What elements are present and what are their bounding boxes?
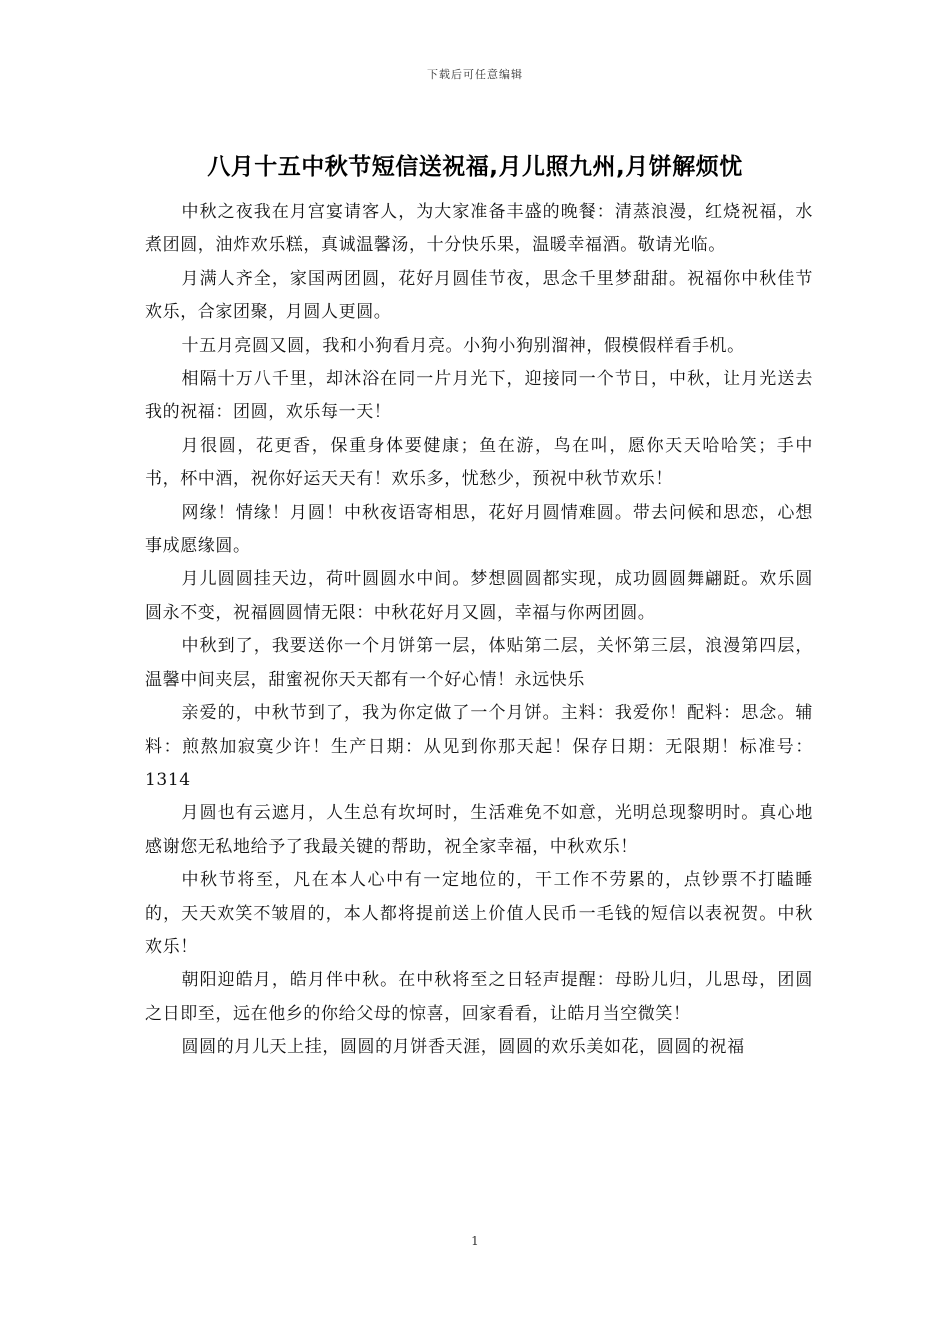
paragraph: 亲爱的，中秋节到了，我为你定做了一个月饼。主料：我爱你！配料：思念。辅料：煎熬加寂寞少许！生产日期：从见到你那天起！保存日期：无限期！标准号：1314 (145, 703, 813, 790)
page-number: 1 (471, 1234, 479, 1248)
document-title: 八月十五中秋节短信送祝福,月儿照九州,月饼解烦忧 (207, 154, 743, 180)
paragraph: 中秋之夜我在月宫宴请客人，为大家准备丰盛的晚餐：清蒸浪漫，红烧祝福，水煮团圆，油炸欢乐糕，真诚温馨汤，十分快乐果，温暖幸福酒。敬请光临。 (145, 202, 813, 256)
document-body (145, 196, 813, 1065)
paragraph: 网缘！情缘！月圆！中秋夜语寄相思，花好月圆情难圆。带去问候和思恋，心想事成愿缘圆。 (145, 502, 813, 557)
paragraph: 十五月亮圆又圆，我和小狗看月亮。小狗小狗别溜神，假模假样看手机。 (181, 335, 745, 356)
paragraph: 月儿圆圆挂天边，荷叶圆圆水中间。梦想圆圆都实现，成功圆圆舞翩跹。欢乐圆圆永不变，祝福圆圆情无限：中秋花好月又圆，幸福与你两团圆。 (145, 569, 813, 623)
paragraph: 月圆也有云遮月，人生总有坎坷时，生活难免不如意，光明总现黎明时。真心地感谢您无私地给予了我最关键的帮助，祝全家幸福，中秋欢乐！ (145, 803, 813, 857)
paragraph: 圆圆的月儿天上挂，圆圆的月饼香天涯，圆圆的欢乐美如花，圆圆的祝福 (181, 1037, 745, 1058)
paragraph: 月满人齐全，家国两团圆，花好月圆佳节夜，思念千里梦甜甜。祝福你中秋佳节欢乐，合家团聚，月圆人更圆。 (145, 268, 813, 323)
paragraph: 中秋到了，我要送你一个月饼第一层，体贴第二层，关怀第三层，浪漫第四层，温馨中间夹层，甜蜜祝你天天都有一个好心情！永远快乐 (145, 636, 813, 690)
paragraph: 月很圆，花更香，保重身体要健康；鱼在游，鸟在叫，愿你天天哈哈笑；手中书，杯中酒，祝你好运天天有！欢乐多，忧愁少，预祝中秋节欢乐！ (145, 435, 813, 490)
paragraph: 相隔十万八千里，却沐浴在同一片月光下，迎接同一个节日，中秋，让月光送去我的祝福：团圆，欢乐每一天！ (145, 369, 813, 423)
paragraph: 中秋节将至，凡在本人心中有一定地位的，干工作不劳累的，点钞票不打瞌睡的，天天欢笑不皱眉的，本人都将提前送上价值人民币一毛钱的短信以表祝贺。中秋欢乐！ (145, 870, 813, 957)
header-note: 下载后可任意编辑 (427, 68, 523, 81)
paragraph: 朝阳迎皓月，皓月伴中秋。在中秋将至之日轻声提醒：母盼儿归，儿思母，团圆之日即至，远在他乡的你给父母的惊喜，回家看看，让皓月当空微笑！ (145, 970, 813, 1024)
